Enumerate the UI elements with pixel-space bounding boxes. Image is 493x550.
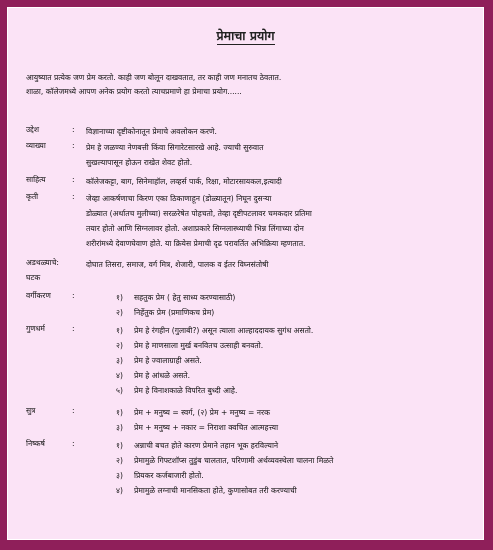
list-item: ५) प्रेम हे विनाशकाळे विपरित बुध्दी आहे. bbox=[116, 386, 238, 395]
section-vargikaran bbox=[26, 290, 477, 320]
list-item: ३) प्रेम + मनुष्य + नकार = निराशा क्वचित आत्महत्त्या bbox=[116, 423, 279, 432]
intro-line: शाळा, कॉलेजमध्ये आपण अनेक प्रयोग करतो त्याचप्रमाणे हा प्रेमाचा प्रयोग...... bbox=[26, 87, 242, 96]
section-nishkarsh bbox=[26, 438, 477, 498]
section-line: जेव्हा आकर्षणाचा किरण एका ठिकाणाहून (डोळ्यातून) निघून दुसऱ्या bbox=[86, 194, 272, 203]
list-item: ३) प्रेम हे ज्वालाग्राही असते. bbox=[116, 356, 202, 365]
section-line: तयार होतो आणि सिग्नलावर होतो. अशाप्रकारे सिग्नलास्थ्याची भिन्न लिंगाच्या दोन bbox=[86, 224, 304, 233]
list-item: २) निर्हेतुक प्रेम (प्रमाणिकच प्रेम) bbox=[116, 308, 215, 317]
section-sutra bbox=[26, 405, 477, 435]
colon: : bbox=[72, 175, 75, 184]
colon: : bbox=[72, 324, 75, 333]
list-item: ४) प्रेम हे आंधळे असते. bbox=[116, 371, 191, 380]
section-gundharm bbox=[26, 323, 477, 398]
section-line: सुखल्यापासून होऊन राखेत शेवट होतो. bbox=[86, 158, 193, 167]
section-line: दोघात तिसरा, समाज, वर्ग मित्र, शेजारी, पालक व ईतर विघ्नसंतोषी bbox=[86, 260, 269, 269]
list-item: ३) प्रियकर कर्जबाजारी होतो. bbox=[116, 471, 204, 480]
section-vyakhya bbox=[26, 140, 477, 170]
section-line: कॉलेजकट्टा, बाग, सिनेमाहॉल, लव्हर्स पार्क, रिक्षा, मोटारसायकल,इत्यादी bbox=[86, 177, 282, 186]
document-page bbox=[7, 7, 484, 540]
colon: : bbox=[72, 439, 75, 448]
section-line: शरीरांमध्ये देवाणघेवाण होते. या क्रियेस प्रेमाची दृढ परावर्तित अभिक्रिया म्हणतात. bbox=[86, 239, 306, 248]
section-label: व्याख्या bbox=[26, 141, 46, 150]
list-item: २) प्रेम हे माणसाला मुर्ख बनवितच उत्साही बनवतो. bbox=[116, 341, 264, 350]
colon: : bbox=[72, 141, 75, 150]
section-label: उद्देश bbox=[26, 125, 40, 134]
list-item: १) प्रेम + मनुष्य = स्वर्ग, (२) प्रेम + मनुष्य = नरक bbox=[116, 408, 270, 417]
intro-line: आयुष्यात प्रत्येक जण प्रेम करतो. काही जण बोलून दाखवतात, तर काही जण मनातच ठेवतात. bbox=[26, 73, 282, 82]
section-sahitya bbox=[26, 174, 477, 189]
section-label: गुणधर्म bbox=[26, 324, 45, 333]
section-line: प्रेम हे जळण्या नेणबत्ती किंवा सिगारेटसारखे आहे. ज्याची सुरुवात bbox=[86, 143, 264, 152]
intro-paragraph bbox=[26, 71, 475, 99]
page-title: प्रेमाचा प्रयोग bbox=[216, 28, 275, 43]
section-label: साहित्य bbox=[26, 175, 46, 184]
colon: : bbox=[72, 291, 75, 300]
section-adathle bbox=[26, 257, 477, 283]
list-item: २) प्रेमामुळे गिफ्टशॉप्स तुडुंब चालतात, परिणामी अर्थव्यवस्थेला चालना मिळते bbox=[116, 456, 334, 465]
section-uddesh bbox=[26, 124, 477, 139]
section-label: वर्गीकरण bbox=[26, 291, 51, 300]
colon: : bbox=[72, 125, 75, 134]
ghatak-label: घटक bbox=[26, 273, 41, 282]
list-item: १) अन्नाची बचत होते कारण प्रेमाने तहान भूक हरविल्याने bbox=[116, 441, 279, 450]
section-label: अडथळ्याचे: bbox=[26, 258, 59, 267]
colon: : bbox=[72, 406, 75, 415]
colon: : bbox=[72, 192, 75, 201]
outer-frame bbox=[3, 3, 488, 544]
list-item: १) प्रेम हे रंगहीन (गुलाबी?) असून त्याला आल्हाददायक सुगंध असतो. bbox=[116, 326, 314, 335]
list-item: १) सहतुक प्रेम ( हेतु साध्य करण्यासाठी) bbox=[116, 293, 236, 302]
section-line: विज्ञानाच्या दृष्टीकोनातून प्रेमाचे अवलोकन करणे. bbox=[86, 127, 217, 136]
section-label: कृती bbox=[26, 192, 39, 201]
list-item: ४) प्रेमामुळे लग्नाची मानसिकता होते, कुणासोबत तरी करण्याची bbox=[116, 486, 297, 495]
section-label: निष्कर्ष bbox=[26, 439, 45, 448]
section-line: डोळ्यात (अर्थातच मुलीच्या) सरळरेषेत पोहचतो, तेव्हा दृष्टीपटलावर चमकदार प्रतिमा bbox=[86, 209, 312, 218]
section-label: सुत्र bbox=[26, 406, 36, 415]
section-kruti bbox=[26, 191, 477, 251]
